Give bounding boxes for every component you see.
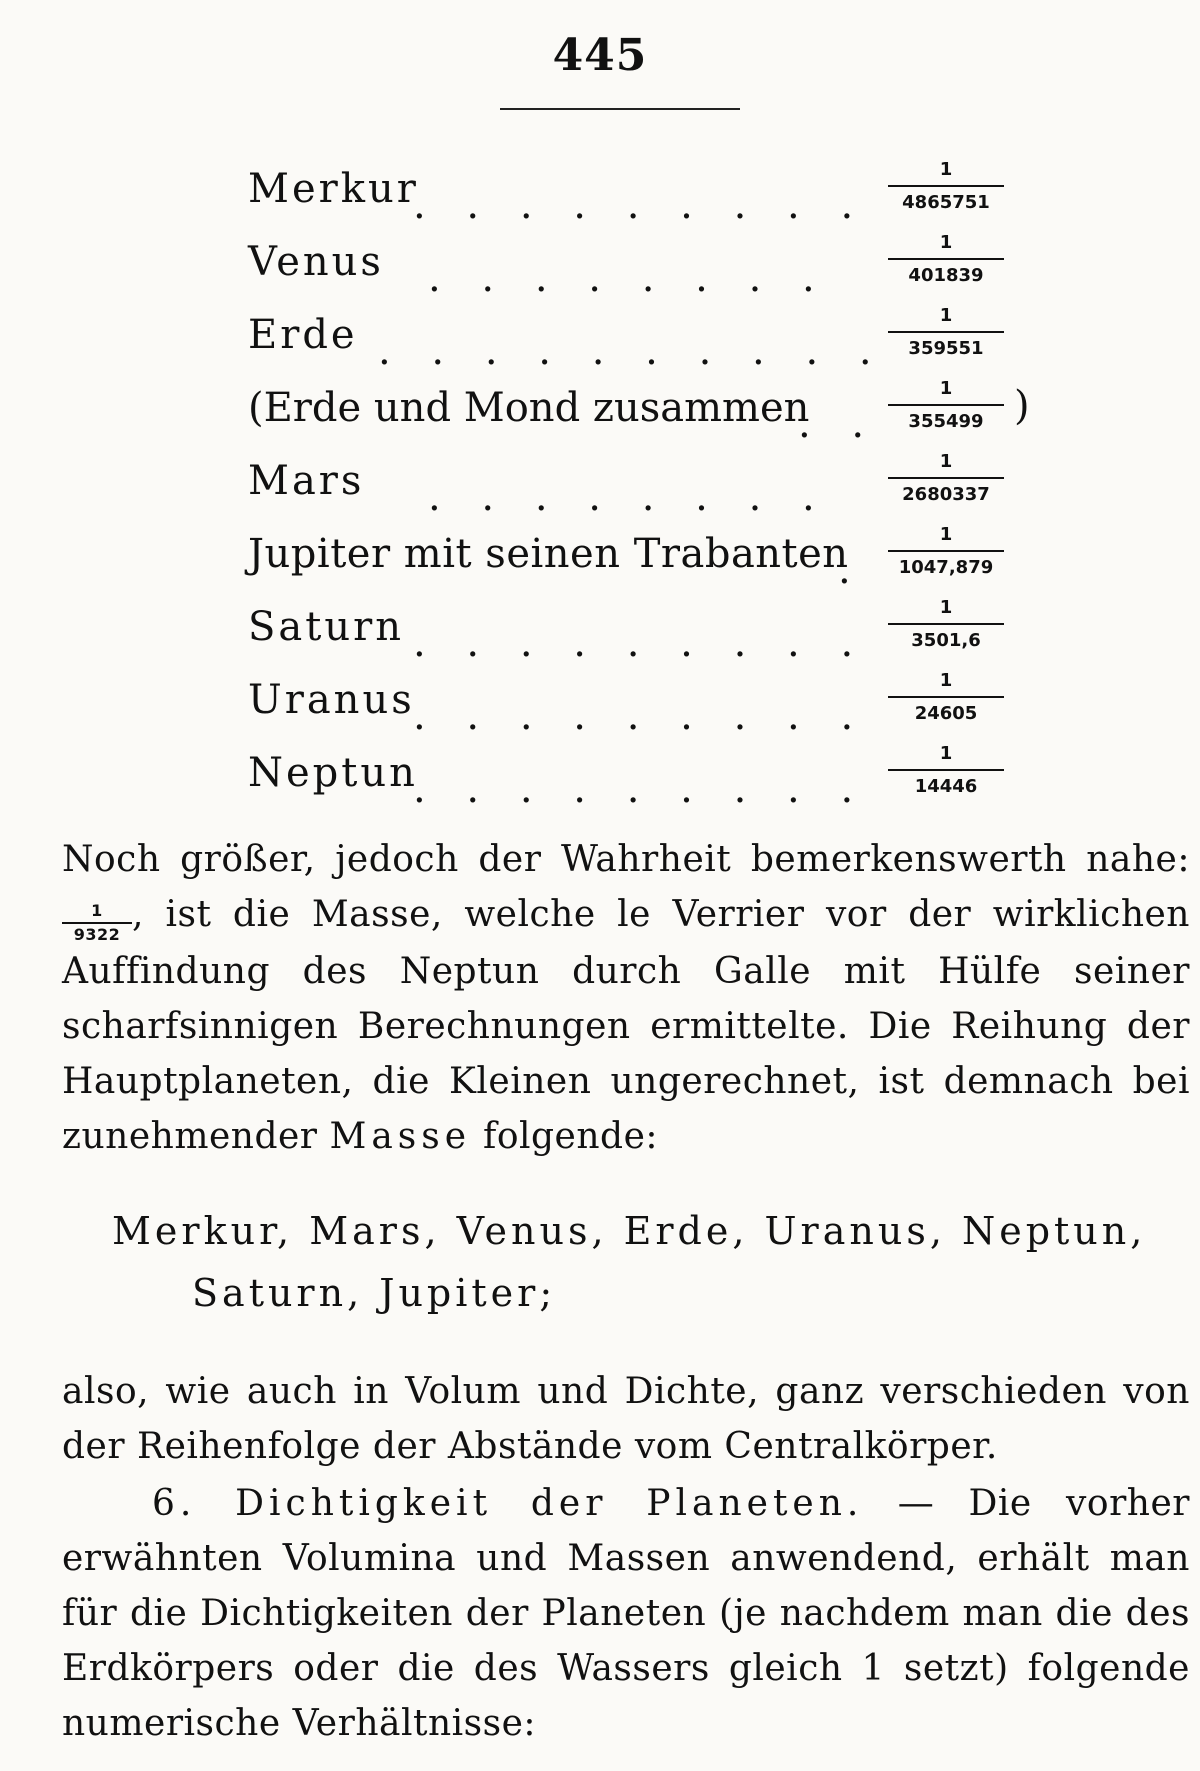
table-row: [248, 598, 1038, 671]
table-row: [248, 744, 1038, 817]
table-row: [248, 306, 1038, 379]
leader-dots: . . . . . . . .: [428, 474, 829, 520]
page-number: 445: [552, 30, 648, 81]
paragraph-mass-order: [62, 832, 1190, 1164]
planet-mass-table: [248, 160, 1038, 817]
planet-name: Venus: [248, 239, 384, 285]
table-row: [248, 379, 1038, 452]
paragraph-text: , ist die Masse, welche le Verrier vor der wirklichen Auffindung des Neptun durch Galle mit Hülfe seiner scharfsinnigen Berechnungen ermittelte. Die Reihung der Hauptplaneten, die Kleinen ungerechnet, ist demnach bei zunehmender: [62, 894, 1190, 1157]
planet-name: Merkur: [248, 166, 419, 212]
table-row: [248, 160, 1038, 233]
planet-name: Uranus: [248, 677, 415, 723]
leader-dots: . . . . . . . . .: [413, 182, 868, 228]
emphasized-word: Masse: [329, 1116, 472, 1157]
planet-name: Jupiter mit seinen Trabanten: [248, 531, 849, 577]
leader-dots: . . . . . . . . .: [413, 693, 868, 739]
planet-order-list: [112, 1200, 1192, 1324]
paragraph-text: folgende:: [483, 1116, 659, 1157]
mass-fraction: 1 401839: [888, 233, 1004, 286]
leader-dots: . . . . . . . .: [428, 255, 829, 301]
leader-dots: . . . . . . . . .: [413, 620, 868, 666]
mass-fraction: 1 355499: [888, 379, 1004, 432]
leader-dots: .: [838, 547, 865, 593]
table-row: [248, 233, 1038, 306]
leader-dots: . . . . . . . . .: [413, 766, 868, 812]
planet-name: Mars: [248, 458, 365, 504]
planet-name: Erde: [248, 312, 358, 358]
leader-dots: . .: [798, 401, 879, 447]
mass-fraction: 1 359551: [888, 306, 1004, 359]
header-rule: [500, 108, 740, 110]
paragraph-density: [62, 1476, 1190, 1751]
mass-fraction: 1 14446: [888, 744, 1004, 797]
planet-name: (Erde und Mond zusammen: [248, 385, 810, 431]
mass-fraction: 1 1047,879: [888, 525, 1004, 578]
mass-fraction: 1 4865751: [888, 160, 1004, 213]
mass-fraction: 1 24605: [888, 671, 1004, 724]
paragraph-text: Noch größer, jedoch der Wahrheit bemerkenswerth nahe:: [62, 839, 1190, 880]
table-row: [248, 452, 1038, 525]
leader-dots: . . . . . . . . . .: [378, 328, 886, 374]
mass-fraction: 1 3501,6: [888, 598, 1004, 651]
order-line: Saturn, Jupiter;: [192, 1271, 557, 1315]
section-heading: 6. Dichtigkeit der Planeten.: [152, 1483, 864, 1524]
mass-fraction: 1 2680337: [888, 452, 1004, 505]
table-row: [248, 525, 1038, 598]
table-row: [248, 671, 1038, 744]
inline-fraction: $\frac{1}{9322}$: [62, 902, 132, 944]
paragraph-text: — Die vorher erwähnten Volumina und Massen anwendend, erhält man für die Dichtigkeiten der Planeten (je nachdem man die des Erdkörpers oder die des Wassers gleich 1 setzt) folgende numerische Verhältnisse:: [62, 1483, 1190, 1744]
planet-name: Saturn: [248, 604, 404, 650]
closing-parenthesis: ): [1014, 383, 1030, 429]
planet-name: Neptun: [248, 750, 418, 796]
order-line: Merkur, Mars, Venus, Erde, Uranus, Neptun,: [112, 1209, 1147, 1253]
paragraph-comparison: also, wie auch in Volum und Dichte, ganz verschieden von der Reihenfolge der Abstände vom Centralkörper.: [62, 1371, 1190, 1467]
